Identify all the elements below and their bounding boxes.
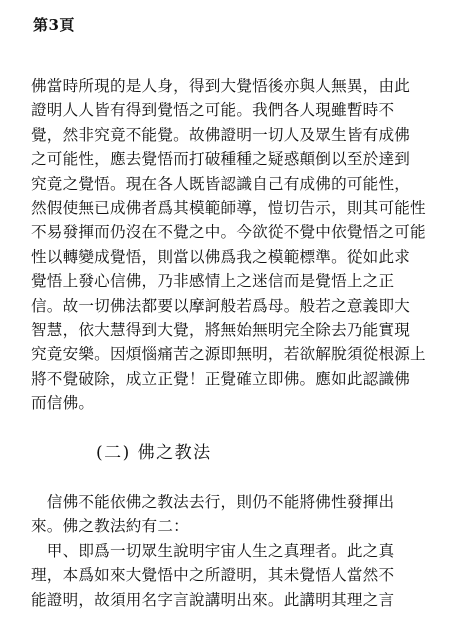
section-heading: (二) 佛之教法 (96, 443, 212, 463)
text-line: 來。佛之教法約有二： (31, 517, 189, 536)
text-line: 信。故一切佛法都要以摩訶般若爲母。般若之意義即大 (31, 296, 411, 315)
text-line: 而信佛。 (31, 394, 95, 413)
body-paragraph-2 (31, 490, 431, 612)
text-line: 然假使無已成佛者爲其模範師導，愷切告示，則其可能性 (31, 198, 426, 217)
text-line: 究竟之覺悟。現在各人既皆認識自己有成佛的可能性， (31, 174, 411, 193)
text-line: 能證明，故須用名字言說講明出來。此講明其理之言 (31, 590, 395, 609)
text-line: 信佛不能依佛之教法去行，則仍不能將佛性發揮出 (31, 493, 395, 511)
text-line: 佛當時所現的是人身，得到大覺悟後亦與人無異，由此 (31, 77, 411, 95)
text-line: 不易發揮而仍沒在不覺之中。今欲從不覺中依覺悟之可能 (31, 223, 426, 242)
text-line: 性以轉變成覺悟，則當以佛爲我之模範標準。從如此求 (31, 247, 411, 266)
text-line: 證明人人皆有得到覺悟之可能。我們各人現雖暫時不 (31, 101, 395, 120)
text-line: 究竟安樂。因煩惱痛苦之源即無明，若欲解脫須從根源上 (31, 345, 426, 364)
text-line: 智慧，依大慧得到大覺，將無始無明完全除去乃能實現 (31, 320, 411, 339)
text-line: 覺悟上發心信佛，乃非感情上之迷信而是覺悟上之正 (31, 272, 395, 291)
text-line: 之可能性，應去覺悟而打破種種之疑惑顛倒以至於達到 (31, 150, 411, 169)
text-line: 覺，然非究竟不能覺。故佛證明一切人及眾生皆有成佛 (31, 125, 411, 144)
text-line: 甲、即爲一切眾生說明宇宙人生之真理者。此之真 (31, 541, 395, 560)
text-line: 將不覺破除，成立正覺！正覺確立即佛。應如此認識佛 (31, 369, 411, 388)
body-paragraph (31, 74, 431, 415)
text-line: 理，本爲如來大覺悟中之所證明，其未覺悟人當然不 (31, 566, 395, 585)
page-number: 第3頁 (33, 16, 75, 34)
